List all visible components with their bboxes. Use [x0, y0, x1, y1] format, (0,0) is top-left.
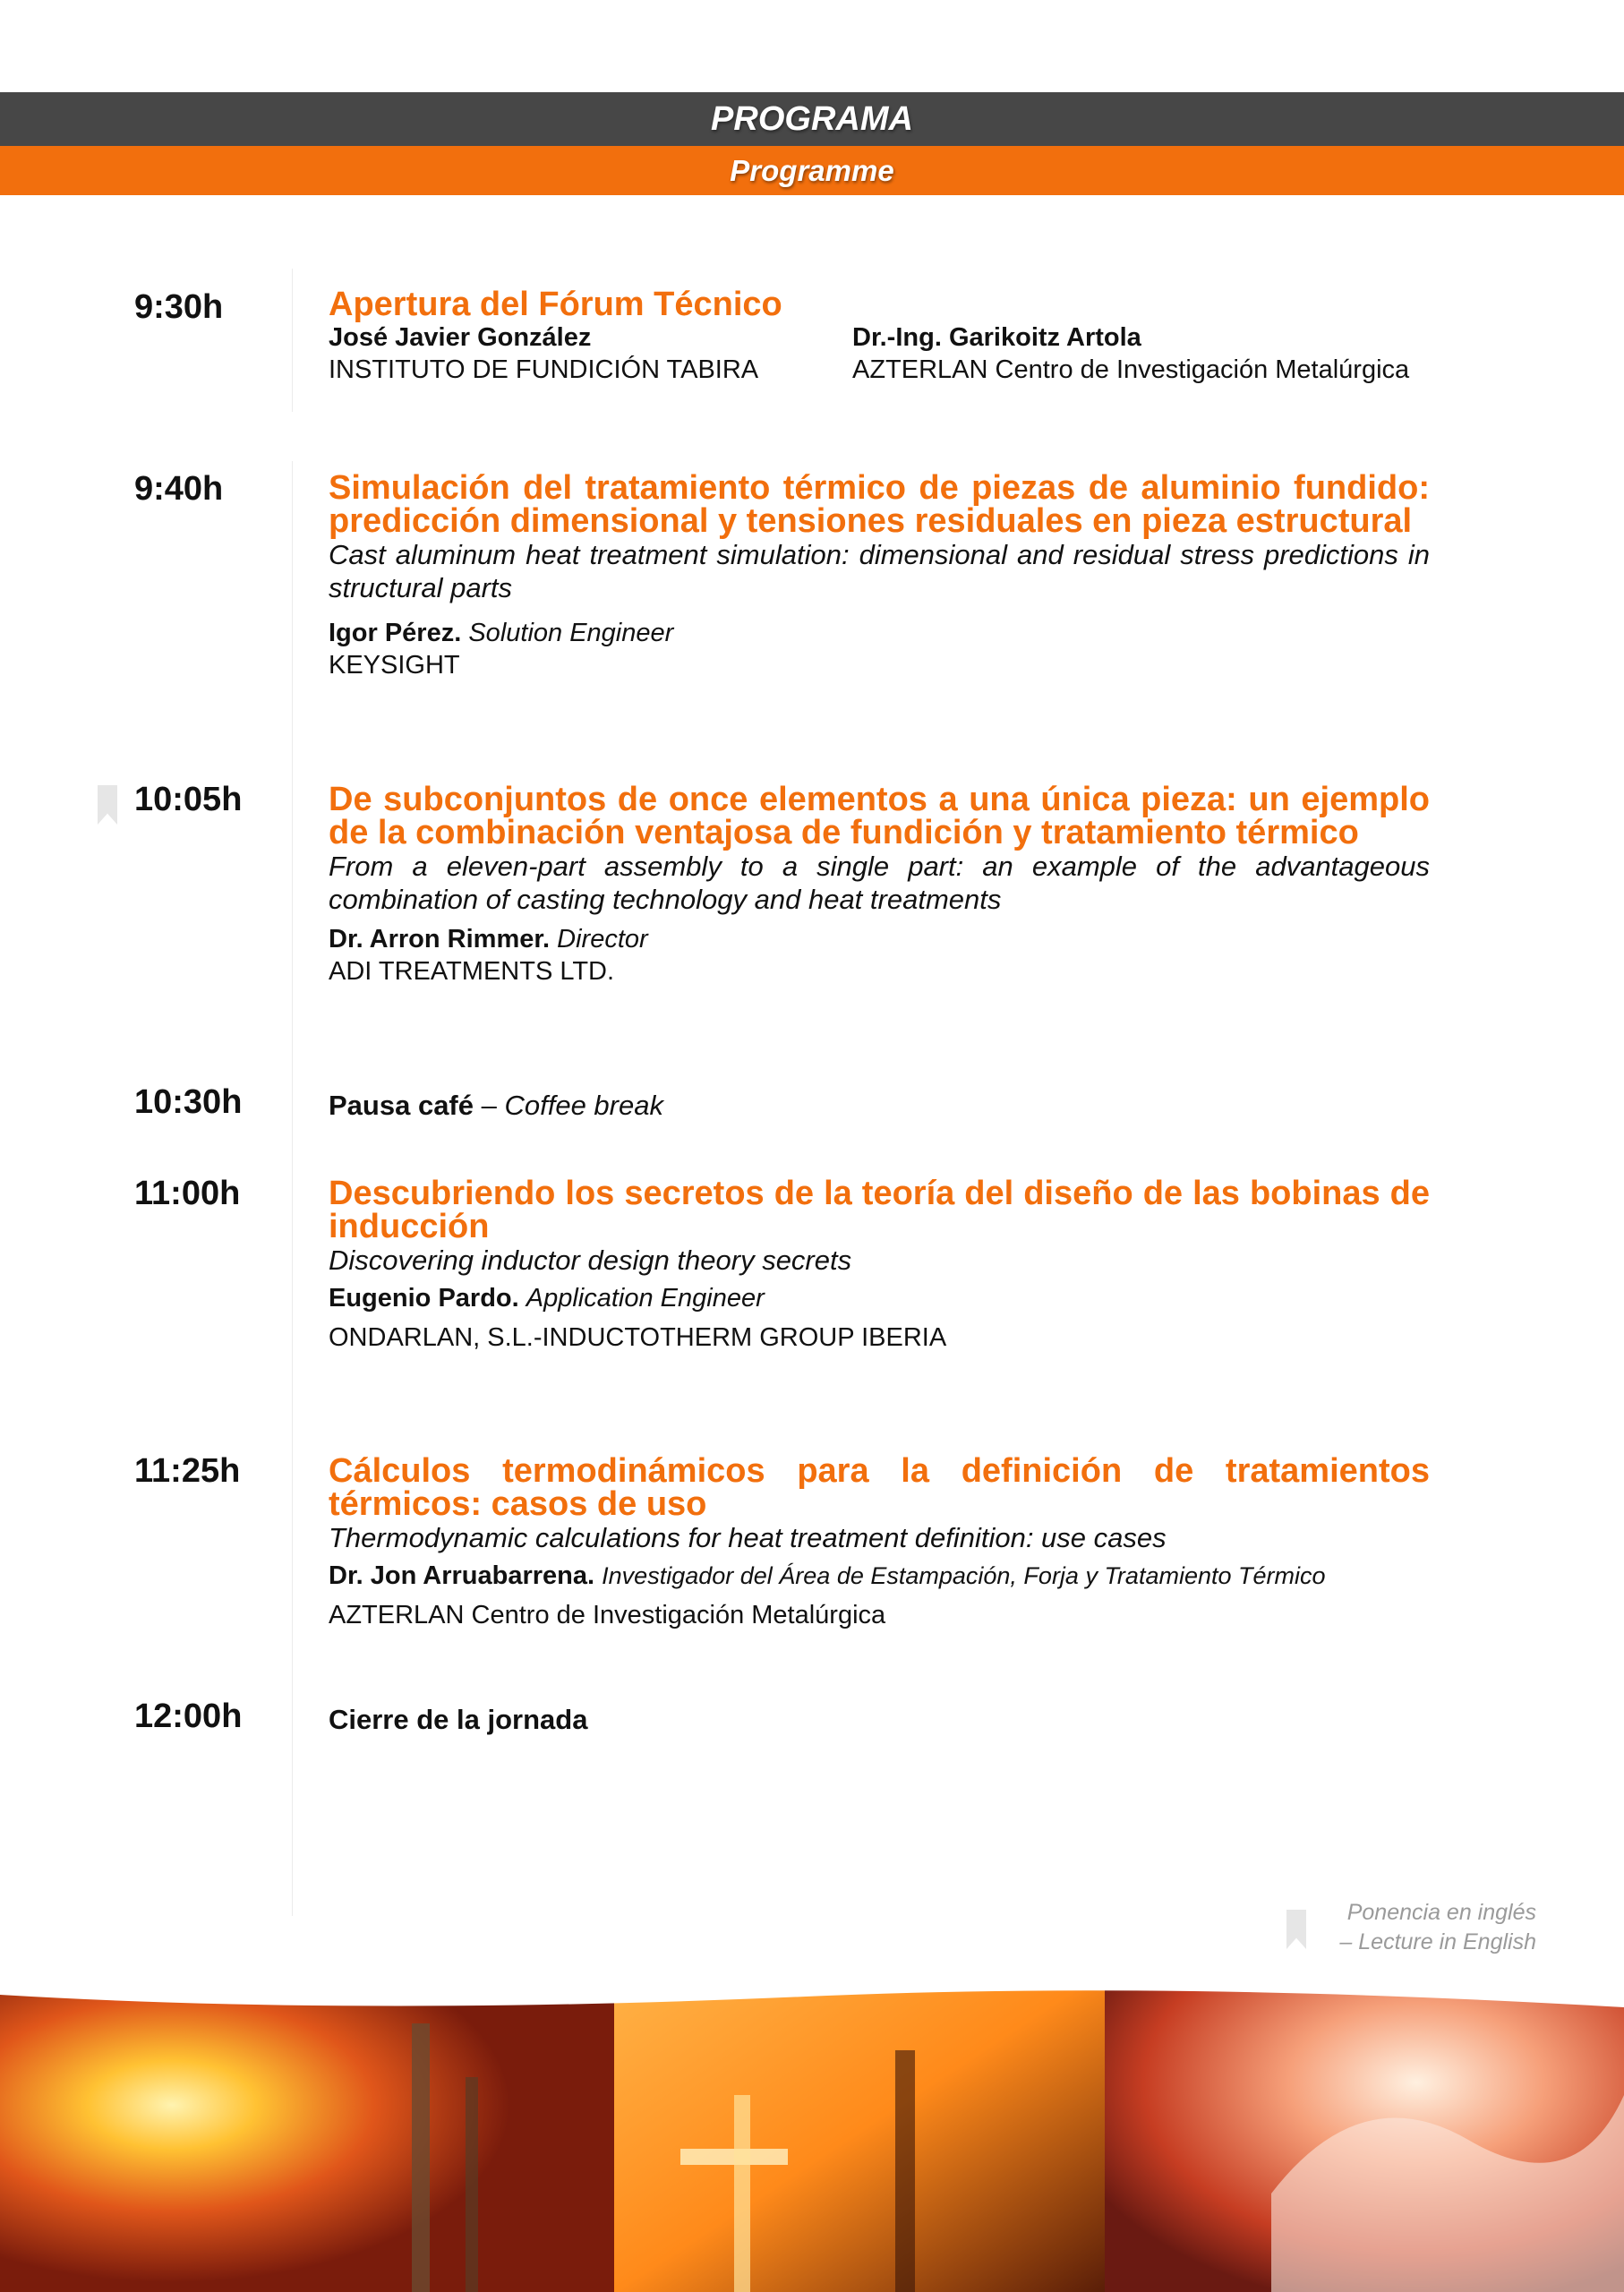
session-time: 10:30h — [134, 1083, 243, 1121]
break-line — [329, 1090, 1430, 1122]
photo-detail — [895, 2050, 915, 2292]
session-title: Apertura del Fórum Técnico — [329, 286, 782, 323]
speaker-organization: AZTERLAN Centro de Investigación Metalúrgica — [852, 355, 1410, 384]
speaker-line — [329, 617, 1430, 649]
bookmark-icon — [98, 785, 117, 825]
speaker-organization: AZTERLAN Centro de Investigación Metalúrgica — [329, 1601, 886, 1629]
program-title: PROGRAMA — [711, 99, 913, 138]
session-time: 11:25h — [134, 1452, 241, 1490]
speaker-column — [852, 321, 1409, 386]
session-title-english: Thermodynamic calculations for heat treatment definition: use cases — [329, 1522, 1167, 1553]
session-block — [329, 469, 1430, 681]
speaker-organization: INSTITUTO DE FUNDICIÓN TABIRA — [329, 355, 759, 384]
coffee-break — [329, 1090, 1430, 1122]
closing-block — [329, 1704, 1430, 1736]
english-lecture-legend — [1339, 1898, 1536, 1957]
program-subheader-band — [0, 146, 1624, 195]
speaker-role: Solution Engineer — [468, 619, 674, 647]
speaker-line — [329, 923, 1430, 955]
session-title-english: Cast aluminum heat treatment simulation: dimensional and residual stress predictions in structural parts — [329, 539, 1430, 603]
session-title-english: Discovering inductor design theory secrets — [329, 1244, 852, 1276]
session-title: Cálculos termodinámicos para la definición de tratamientos térmicos: casos de uso — [329, 1452, 1430, 1523]
legend-line: – Lecture in English — [1339, 1929, 1536, 1954]
timeline-divider — [292, 269, 293, 412]
session-block — [329, 288, 1430, 386]
speaker-name: Igor Pérez. — [329, 619, 462, 647]
speaker-role: Director — [557, 925, 648, 954]
session-block — [329, 783, 1430, 988]
bookmark-icon — [1286, 1910, 1306, 1949]
speaker-organization: ADI TREATMENTS LTD. — [329, 957, 615, 986]
speaker-name: José Javier González — [329, 323, 592, 352]
speaker-line — [329, 1282, 1430, 1314]
speaker-organization: KEYSIGHT — [329, 651, 460, 680]
session-time: 10:05h — [134, 781, 243, 818]
session-title: Simulación del tratamiento térmico de piezas de aluminio fundido: predicción dimensional y tensiones residuales en pieza estructural — [329, 469, 1430, 540]
photo-detail — [466, 2077, 478, 2292]
photo-panel — [0, 1970, 614, 2292]
speaker-name: Dr. Jon Arruabarrena. — [329, 1561, 595, 1590]
photo-panel — [614, 1970, 1105, 2292]
program-header-band — [0, 92, 1624, 146]
speaker-role: Application Engineer — [526, 1284, 765, 1313]
session-block — [329, 1452, 1430, 1631]
session-title: De subconjuntos de once elementos a una única pieza: un ejemplo de la combinación ventajosa de fundición y tratamiento térmico — [329, 781, 1430, 851]
photo-detail — [412, 2023, 430, 2292]
speaker-role: Investigador del Área de Estampación, Forja y Tratamiento Térmico — [602, 1562, 1326, 1589]
program-subtitle: Programme — [730, 153, 894, 187]
break-label-english: Coffee break — [504, 1090, 663, 1121]
session-time: 12:00h — [134, 1698, 243, 1735]
speaker-column — [329, 321, 852, 386]
speaker-organization: ONDARLAN, S.L.-INDUCTOTHERM GROUP IBERIA — [329, 1323, 947, 1352]
session-time: 9:40h — [134, 470, 224, 508]
speaker-name: Dr.-Ing. Garikoitz Artola — [852, 323, 1141, 352]
session-time: 11:00h — [134, 1175, 241, 1212]
closing-label: Cierre de la jornada — [329, 1704, 588, 1735]
break-separator: – — [474, 1090, 505, 1121]
session-block — [329, 1177, 1430, 1354]
foundry-photo-strip — [0, 1970, 1624, 2292]
photo-detail — [734, 2095, 750, 2292]
session-title: Descubriendo los secretos de la teoría del diseño de las bobinas de inducción — [329, 1175, 1430, 1245]
speaker-name: Eugenio Pardo. — [329, 1284, 519, 1313]
speaker-name: Dr. Arron Rimmer. — [329, 925, 551, 954]
speaker-columns — [329, 321, 1430, 386]
session-time: 9:30h — [134, 288, 224, 326]
legend-line: Ponencia en inglés — [1346, 1900, 1536, 1925]
timeline-divider — [292, 461, 293, 1916]
speaker-line — [329, 1560, 1430, 1592]
session-title-english: From a eleven-part assembly to a single part: an example of the advantageous combination of casting technology and heat treatments — [329, 851, 1430, 915]
break-label: Pausa café — [329, 1090, 474, 1121]
